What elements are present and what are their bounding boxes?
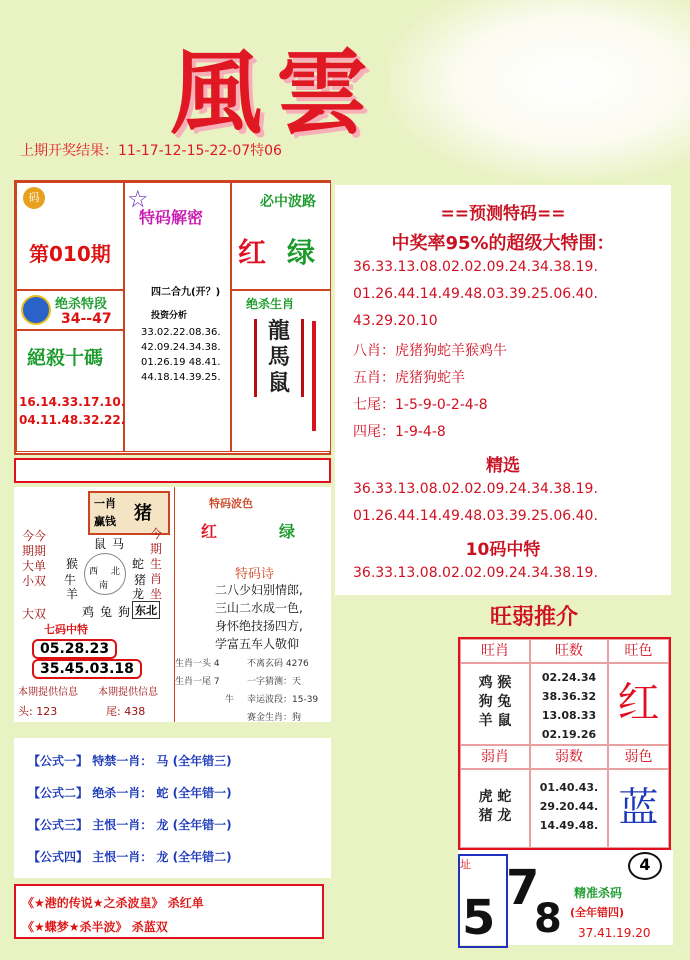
poem bbox=[215, 581, 303, 653]
formulas-panel bbox=[14, 738, 331, 878]
left-text-line: 小双 bbox=[22, 574, 47, 588]
ruo-se: 蓝 bbox=[608, 769, 669, 848]
riddle: 四二合九(开？) bbox=[151, 287, 221, 298]
jue-sha-sx-cell bbox=[231, 290, 331, 452]
zodiac-item: 羊 bbox=[66, 587, 79, 601]
zodiac-item: 龙 bbox=[132, 587, 145, 601]
issue-number: 第010期 bbox=[29, 242, 111, 266]
invest-row: 01.26.19 48.41. bbox=[141, 357, 221, 368]
left-text-line: 今今 bbox=[22, 529, 47, 543]
yin-yang-icon bbox=[21, 295, 51, 325]
range-line: 01.26.44.14.49.48.03.39.25.06.40. bbox=[353, 286, 598, 302]
zodiac-item: 猪 bbox=[134, 573, 147, 587]
range-line: 36.33.13.08.02.02.09.24.34.38.19. bbox=[353, 259, 598, 275]
right-text-char: 肖 bbox=[150, 572, 163, 586]
bose-green: 绿 bbox=[287, 236, 316, 269]
ruo-xiao: 虎 蛇 猪 龙 bbox=[460, 769, 530, 848]
last-result-value: 11-17-12-15-22-07特06 bbox=[118, 143, 282, 159]
bottom-right-panel bbox=[458, 850, 673, 945]
jue-sha-sx-item: 龍 bbox=[267, 319, 290, 344]
five-xiao: 五肖：虎猪狗蛇羊 bbox=[353, 370, 465, 386]
compass-dir: 南 bbox=[99, 581, 109, 591]
invest-rows bbox=[141, 325, 221, 385]
left-text-line: 大单 bbox=[22, 559, 47, 573]
poem-line: 学富五车人敬仰 bbox=[215, 637, 300, 651]
info-line: 幸运波段：15-39 bbox=[247, 695, 319, 705]
big-num: 8 bbox=[534, 896, 562, 942]
invest-row: 44.18.14.39.25. bbox=[141, 372, 221, 383]
poem-line: 二八少妇别情郎, bbox=[215, 583, 303, 597]
bottom-left-info bbox=[175, 655, 234, 709]
big-num: 7 bbox=[506, 860, 540, 916]
qima-title: 七码中特 bbox=[44, 623, 88, 636]
ten-code-cell bbox=[16, 330, 124, 452]
logo-badge: 码 bbox=[23, 187, 45, 209]
zodiac-item: 牛 bbox=[64, 573, 77, 587]
dongbei: 东北 bbox=[132, 601, 160, 619]
left-text-line: 期期 bbox=[22, 544, 47, 558]
ruo-shu: 01.40.43. 29.20.44. 14.49.48. bbox=[530, 769, 608, 848]
info-line: 生肖一头 4 bbox=[175, 659, 220, 669]
last-result-label: 上期开奖结果： bbox=[20, 143, 118, 159]
header-ruo-shu: 弱数 bbox=[530, 745, 608, 769]
prediction-title: ==预测特码== bbox=[440, 204, 566, 224]
poem-title: 特码诗 bbox=[235, 567, 275, 582]
zodiac-item: 狗 bbox=[118, 605, 131, 619]
ten-line: 36.33.13.08.02.02.09.24.34.38.19. bbox=[353, 565, 598, 581]
eight-xiao: 八肖：虎猪狗蛇羊猴鸡牛 bbox=[353, 343, 507, 359]
knot-ornament bbox=[312, 321, 316, 431]
issue-cell bbox=[16, 182, 124, 290]
ten-title: 10码中特 bbox=[465, 540, 541, 560]
four-tail: 四尾：1-9-4-8 bbox=[353, 424, 446, 440]
poem-line: 身怀绝技扬四方, bbox=[215, 619, 303, 633]
info-line: 不离玄码 4276 bbox=[247, 659, 309, 669]
kill-nums: 37.41.19.20 bbox=[578, 926, 651, 940]
ten-nums-1: 16.14.33.17.10. bbox=[19, 395, 126, 409]
bose-red: 红 bbox=[238, 236, 267, 269]
ten-nums-2: 04.11.48.32.22. bbox=[19, 413, 126, 427]
url-fragment: 址 bbox=[460, 858, 471, 871]
last-result bbox=[20, 140, 282, 160]
big-num: 5 bbox=[462, 890, 496, 946]
ten-code-title: 絕殺十碼 bbox=[27, 347, 104, 369]
background-glow bbox=[390, 0, 690, 180]
badge: 4 bbox=[628, 852, 662, 880]
invest-row: 42.09.24.34.38. bbox=[141, 342, 221, 353]
header-wang-xiao: 旺肖 bbox=[460, 639, 530, 663]
footer-box bbox=[14, 884, 324, 939]
right-text bbox=[150, 527, 162, 602]
kill-note: (全年错四) bbox=[570, 906, 625, 919]
dashuang: 大双 bbox=[22, 607, 47, 621]
tail bbox=[106, 703, 145, 719]
invest-row: 33.02.22.08.36. bbox=[141, 327, 221, 338]
tail-label: 尾: bbox=[106, 705, 121, 718]
compass bbox=[84, 553, 126, 595]
bose-green-2: 绿 bbox=[279, 522, 296, 541]
zodiac-item: 兔 bbox=[100, 605, 113, 619]
formula-row: 【公式一】 特禁一肖： 马 (全年错三) bbox=[28, 754, 232, 768]
qima-1: 05.28.23 bbox=[32, 639, 117, 659]
header-wang-shu: 旺数 bbox=[530, 639, 608, 663]
page-title: 風雲 bbox=[170, 39, 383, 147]
star-icon: ☆ bbox=[127, 185, 149, 213]
jue-sha-sx-list bbox=[254, 319, 304, 397]
bose-red-2: 红 bbox=[201, 522, 218, 541]
select-line: 36.33.13.08.02.02.09.24.34.38.19. bbox=[353, 481, 598, 497]
tema-title: 特码解密 bbox=[139, 208, 204, 227]
zodiac-item: 蛇 bbox=[132, 557, 145, 571]
info-line: 赛金生肖：狗 bbox=[247, 713, 302, 723]
select-title: 精选 bbox=[486, 456, 520, 476]
invest-title: 投资分析 bbox=[151, 311, 188, 321]
jue-sha-cell bbox=[16, 290, 124, 330]
right-text-char: 期 bbox=[150, 542, 163, 556]
footer-line-1: 《★港的传说★之杀波皇》 杀红单 bbox=[22, 896, 204, 910]
left-text bbox=[22, 529, 46, 589]
jue-sha-sx-item: 馬 bbox=[267, 345, 290, 370]
zodiac-item: 鼠 bbox=[94, 537, 107, 551]
tema-bose: 特码波色 bbox=[209, 497, 253, 510]
qima-2: 35.45.03.18 bbox=[32, 659, 142, 679]
compass-dir: 西 bbox=[89, 567, 99, 577]
left-top-panel bbox=[14, 180, 331, 455]
right-text-char: 今 bbox=[150, 527, 163, 541]
jue-sha-sx-item: 鼠 bbox=[267, 371, 290, 396]
header-ruo-xiao: 弱肖 bbox=[460, 745, 530, 769]
info-line: 生肖一尾 7 bbox=[175, 677, 220, 687]
range-line: 43.29.20.10 bbox=[353, 313, 438, 329]
head-label: 头: bbox=[18, 705, 33, 718]
kill-title: 精准杀码 bbox=[574, 886, 623, 900]
jue-sha-value: 34--47 bbox=[61, 311, 112, 327]
bottom-right-info bbox=[247, 655, 318, 727]
seven-tail: 七尾：1-5-9-0-2-4-8 bbox=[353, 397, 488, 413]
poem-section bbox=[174, 487, 332, 722]
right-text-char: 生 bbox=[150, 557, 163, 571]
wang-se: 红 bbox=[608, 663, 669, 745]
header-ruo-se: 弱色 bbox=[608, 745, 669, 769]
zodiac-item: 猴 bbox=[66, 557, 79, 571]
formula-row: 【公式四】 主恨一肖： 龙 (全年错二) bbox=[28, 850, 232, 864]
formula-row: 【公式三】 主恨一肖： 龙 (全年错一) bbox=[28, 818, 232, 832]
yixiao-title: 一肖赢钱 bbox=[94, 497, 116, 528]
zodiac-item: 马 bbox=[112, 537, 125, 551]
prediction-subtitle: 中奖率95%的超级大特围： bbox=[391, 233, 615, 254]
poem-line: 三山二水成一色, bbox=[215, 601, 303, 615]
bose-title: 必中波路 bbox=[260, 194, 316, 210]
jue-sha-sx-title: 绝杀生肖 bbox=[246, 297, 295, 311]
provide-1: 本期提供信息 bbox=[18, 687, 78, 698]
red-strip bbox=[14, 458, 331, 483]
jue-sha-label: 绝杀特段 bbox=[55, 297, 108, 312]
tail-value: 438 bbox=[124, 705, 146, 718]
right-text-char: 坐 bbox=[150, 587, 163, 601]
tema-cell bbox=[124, 182, 231, 452]
strong-weak-table bbox=[458, 637, 671, 850]
info-line: 牛 bbox=[225, 695, 235, 705]
provide-2: 本期提供信息 bbox=[98, 687, 158, 698]
formula-row: 【公式二】 绝杀一肖： 蛇 (全年错一) bbox=[28, 786, 232, 800]
head bbox=[18, 703, 57, 719]
middle-left-panel bbox=[14, 487, 331, 722]
compass-dir: 北 bbox=[111, 567, 121, 577]
wang-xiao: 鸡 猴 狗 兔 羊 鼠 bbox=[460, 663, 530, 745]
footer-line-2: 《★蝶梦★杀半波》 杀蓝双 bbox=[22, 920, 168, 934]
header-wang-se: 旺色 bbox=[608, 639, 669, 663]
prediction-panel bbox=[335, 185, 671, 595]
select-line: 01.26.44.14.49.48.03.39.25.06.40. bbox=[353, 508, 598, 524]
head-value: 123 bbox=[36, 705, 58, 718]
info-line: 一字猜测：天 bbox=[247, 677, 302, 687]
strong-weak-title: 旺弱推介 bbox=[490, 605, 579, 630]
zodiac-item: 鸡 bbox=[82, 605, 95, 619]
yixiao-value: 猪 bbox=[134, 503, 152, 524]
wang-shu: 02.24.34 38.36.32 13.08.33 02.19.26 bbox=[530, 663, 608, 745]
bose-cell bbox=[231, 182, 331, 290]
